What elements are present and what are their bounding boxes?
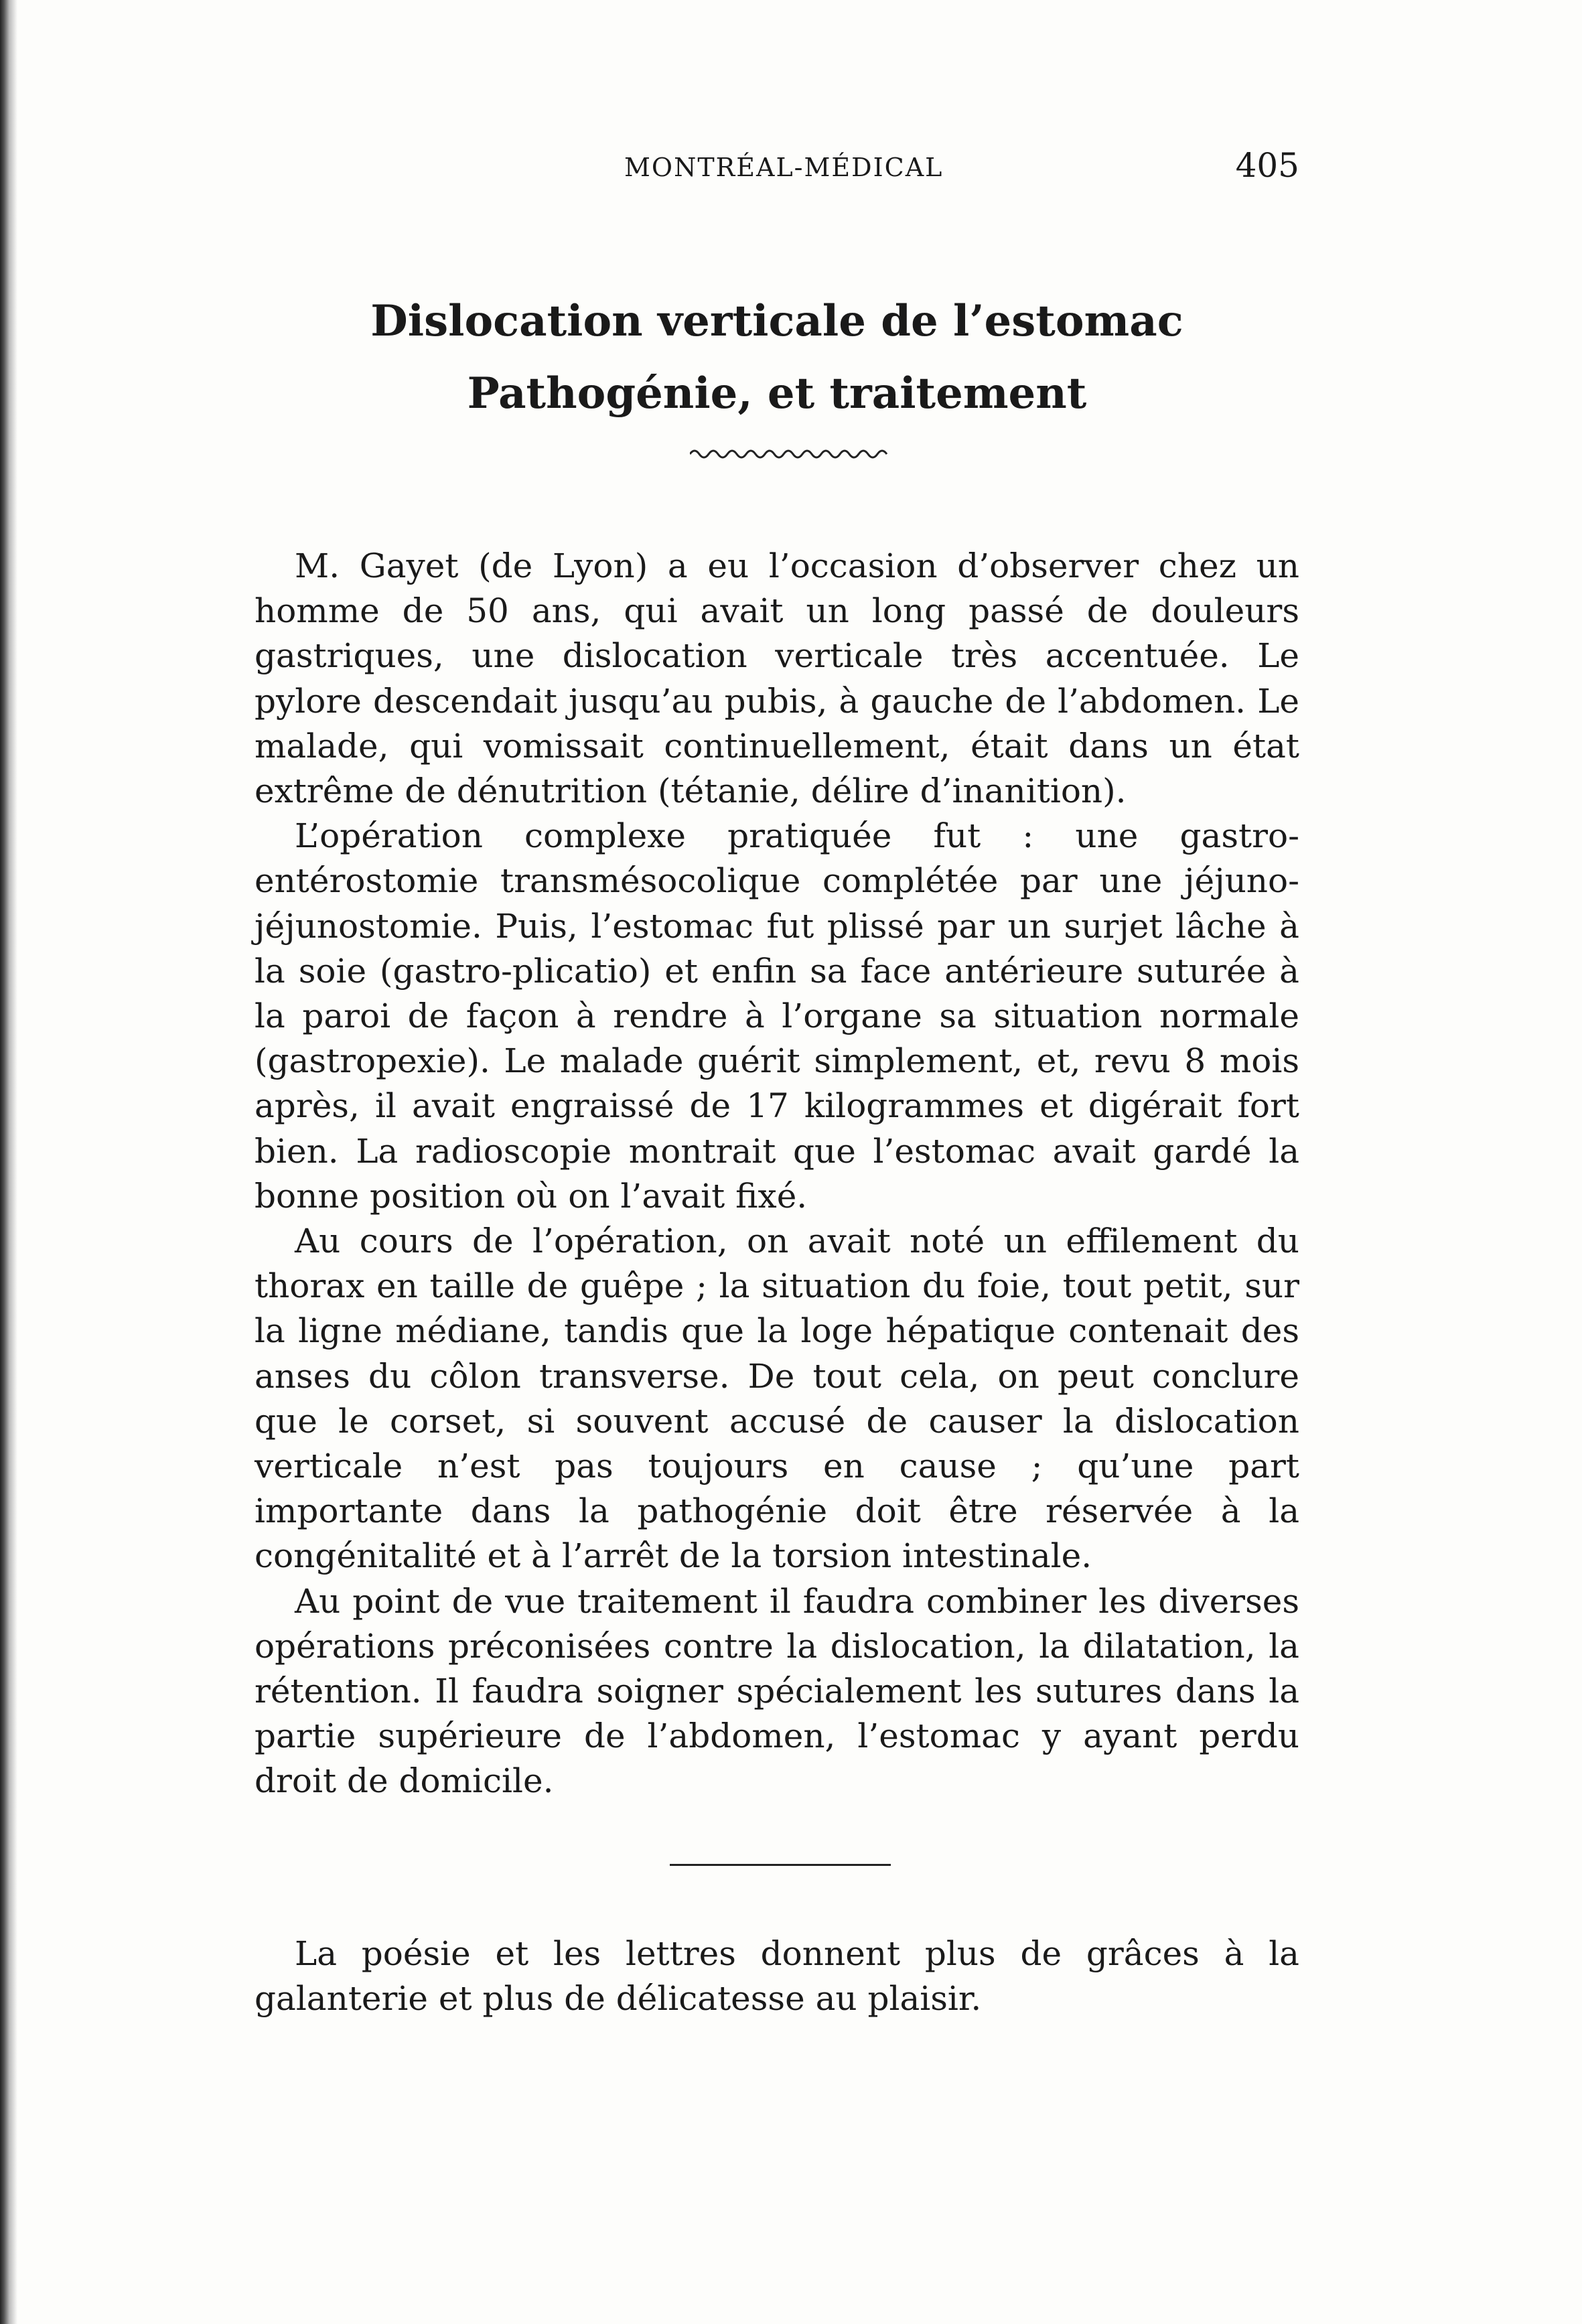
paragraph-1: M. Gayet (de Lyon) a eu l’occasion d’observer chez un homme de 50 ans, qui avait un long passé de douleurs gastriques, une dislocation verticale très accentuée. Le pylore descendait jusqu’au pubis, à gauche de l’abdomen. Le malade, qui vomissait continuellement, était dans un état extrême de dénutrition (tétanie, délire d’inanition).	[255, 547, 1299, 811]
quote-text: La poésie et les lettres donnent plus de grâces à la galanterie et plus de délicatesse au plaisir.	[255, 1934, 1299, 2019]
article-body	[255, 544, 1299, 1804]
closing-quote	[255, 1932, 1299, 2021]
article-title-line-2: Pathogénie, et traitement	[467, 368, 1087, 419]
binding-edge	[0, 0, 17, 2324]
page-header	[255, 146, 1299, 189]
page-number: 405	[1235, 146, 1299, 185]
running-title: MONTRÉAL-MÉDICAL	[624, 153, 944, 182]
paragraph-2: L’opération complexe pratiquée fut : une gastro-entérostomie transmésocolique complétée par une jéjuno-jéjunostomie. Puis, l’estomac fut plissé par un surjet lâche à la soie (gastro-plicatio) et enfin sa face antérieure suturée à la paroi de façon à rendre à l’organe sa situation normale (gastropexie). Le malade guérit simplement, et, revu 8 mois après, il avait engraissé de 17 kilogrammes et digérait fort bien. La radioscopie montrait que l’estomac avait gardé la bonne position où on l’avait fixé.	[255, 816, 1299, 1216]
article-title-line-1: Dislocation verticale de l’estomac	[370, 296, 1183, 346]
wavy-ornament	[690, 442, 891, 462]
section-divider	[670, 1864, 891, 1866]
paragraph-4: Au point de vue traitement il faudra combiner les diverses opérations préconisées contre la dislocation, la dilatation, la rétention. Il faudra soigner spécialement les sutures dans la partie supérieure de l’abdomen, l’estomac y ayant perdu droit de domicile.	[255, 1581, 1299, 1801]
paragraph-3: Au cours de l’opération, on avait noté un effilement du thorax en taille de guêpe ; la situation du foie, tout petit, sur la ligne médiane, tandis que la loge hépatique contenait des anses du côlon transverse. De tout cela, on peut conclure que le corset, si souvent accusé de causer la dislocation verticale n’est pas toujours en cause ; qu’une part importante dans la pathogénie doit être réservée à la congénitalité et à l’arrêt de la torsion intestinale.	[255, 1222, 1299, 1576]
